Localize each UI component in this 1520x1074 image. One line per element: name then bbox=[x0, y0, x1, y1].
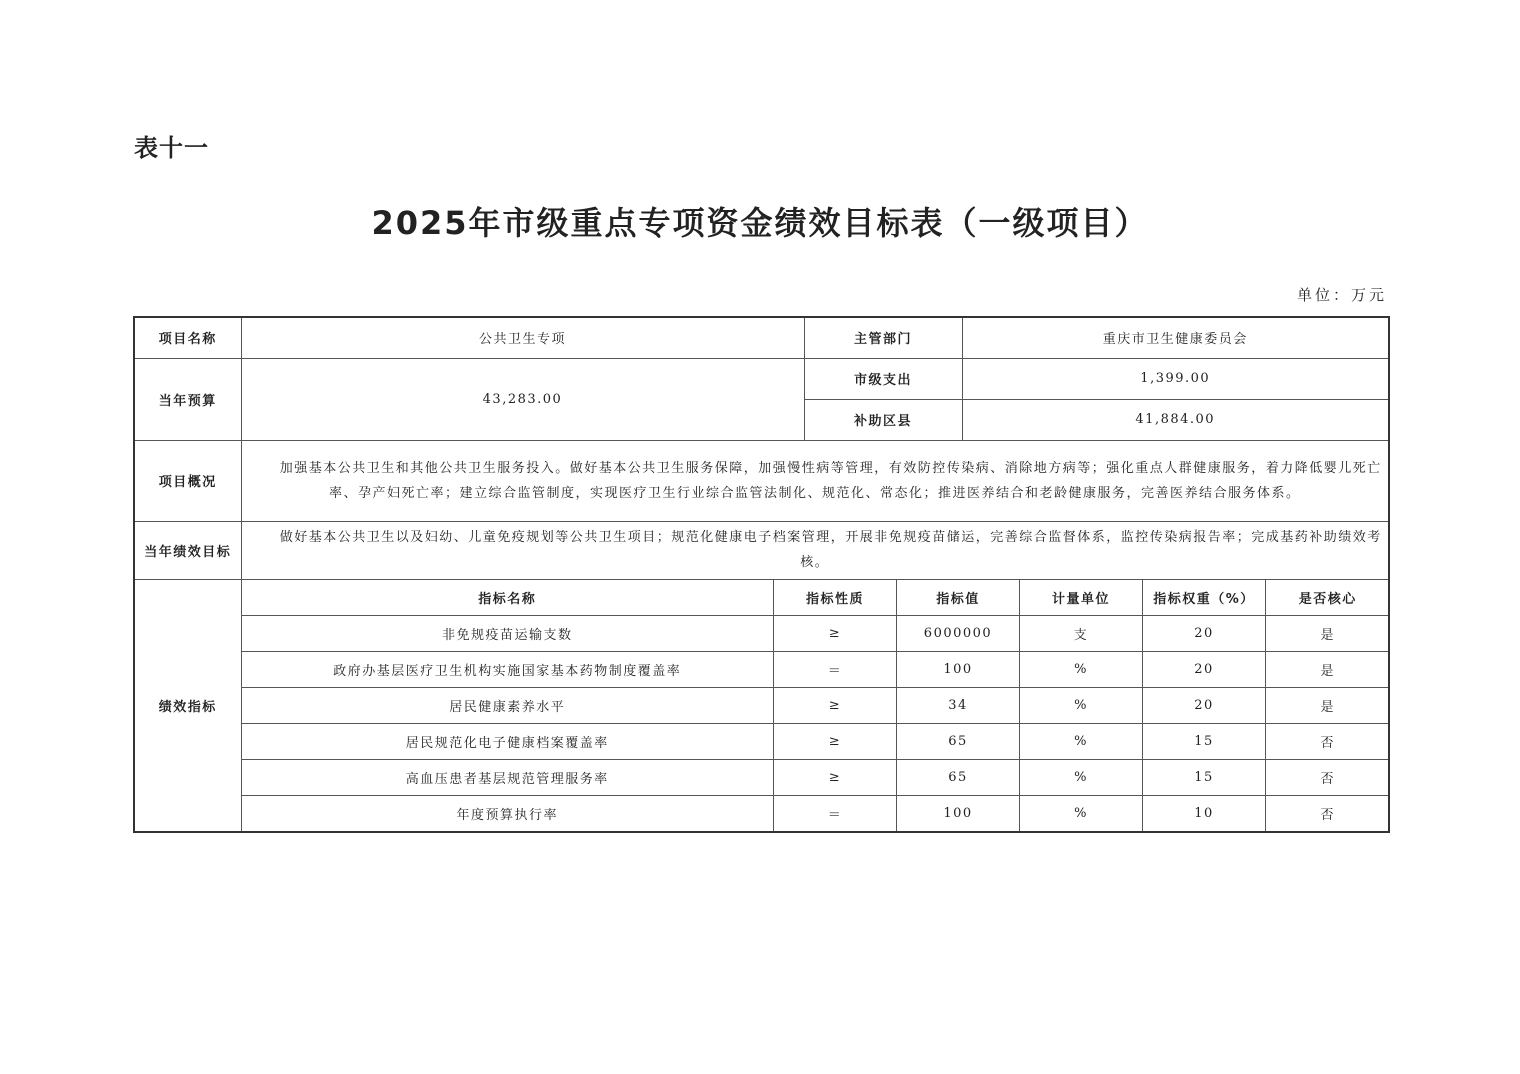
indicator-value: 6000000 bbox=[897, 615, 1020, 651]
department-value: 重庆市卫生健康委员会 bbox=[962, 317, 1389, 358]
county-subsidy-value: 41,884.00 bbox=[962, 399, 1389, 440]
col-header-unit: 计量单位 bbox=[1020, 580, 1143, 616]
indicator-core: 是 bbox=[1266, 651, 1390, 687]
table-number: 表十一 bbox=[134, 134, 209, 162]
indicator-name: 高血压患者基层规范管理服务率 bbox=[242, 759, 774, 795]
page-title: 2025年市级重点专项资金绩效目标表（一级项目） bbox=[371, 204, 1149, 242]
indicator-value: 65 bbox=[897, 759, 1020, 795]
budget-value: 43,283.00 bbox=[241, 358, 804, 440]
goal-text: 做好基本公共卫生以及妇幼、儿童免疫规划等公共卫生项目；规范化健康电子档案管理，开展非免规疫苗储运，完善综合监督体系，监控传染病报告率；完成基药补助绩效考核。 bbox=[279, 530, 1382, 570]
city-spend-value: 1,399.00 bbox=[962, 358, 1389, 399]
indicator-nature: ≥ bbox=[774, 615, 897, 651]
indicator-nature: ≥ bbox=[774, 759, 897, 795]
indicators-label: 绩效指标 bbox=[134, 579, 241, 832]
performance-table bbox=[133, 316, 1390, 833]
indicator-value: 100 bbox=[897, 795, 1020, 831]
indicators-cell bbox=[241, 579, 1389, 832]
indicator-weight: 20 bbox=[1143, 615, 1266, 651]
indicator-unit: % bbox=[1020, 687, 1143, 723]
indicator-core: 否 bbox=[1266, 759, 1390, 795]
indicator-unit: 支 bbox=[1020, 615, 1143, 651]
indicator-core: 否 bbox=[1266, 795, 1390, 831]
goal-label: 当年绩效目标 bbox=[134, 521, 241, 579]
overview-text-cell bbox=[241, 440, 1389, 521]
indicator-value: 65 bbox=[897, 723, 1020, 759]
county-subsidy-label: 补助区县 bbox=[804, 399, 962, 440]
department-label: 主管部门 bbox=[804, 317, 962, 358]
project-name-row bbox=[134, 317, 1389, 358]
indicator-weight: 15 bbox=[1143, 723, 1266, 759]
overview-label: 项目概况 bbox=[134, 440, 241, 521]
col-header-name: 指标名称 bbox=[242, 580, 774, 616]
indicator-name: 政府办基层医疗卫生机构实施国家基本药物制度覆盖率 bbox=[242, 651, 774, 687]
indicator-name: 居民规范化电子健康档案覆盖率 bbox=[242, 723, 774, 759]
indicators-header-row bbox=[242, 580, 1390, 616]
indicator-name: 年度预算执行率 bbox=[242, 795, 774, 831]
col-header-core: 是否核心 bbox=[1266, 580, 1390, 616]
indicator-weight: 10 bbox=[1143, 795, 1266, 831]
indicator-name: 居民健康素养水平 bbox=[242, 687, 774, 723]
indicator-core: 是 bbox=[1266, 687, 1390, 723]
indicator-unit: % bbox=[1020, 795, 1143, 831]
budget-label: 当年预算 bbox=[134, 358, 241, 440]
indicator-weight: 20 bbox=[1143, 651, 1266, 687]
overview-row bbox=[134, 440, 1389, 521]
table-row bbox=[242, 651, 1390, 687]
indicator-weight: 20 bbox=[1143, 687, 1266, 723]
table-row bbox=[242, 615, 1390, 651]
table-row bbox=[242, 687, 1390, 723]
goal-row bbox=[134, 521, 1389, 579]
budget-row bbox=[134, 358, 1389, 399]
unit-label: 单位：万元 bbox=[1296, 286, 1387, 304]
indicator-core: 否 bbox=[1266, 723, 1390, 759]
col-header-value: 指标值 bbox=[897, 580, 1020, 616]
indicators-table bbox=[242, 580, 1390, 831]
indicator-unit: % bbox=[1020, 651, 1143, 687]
indicator-weight: 15 bbox=[1143, 759, 1266, 795]
indicator-value: 100 bbox=[897, 651, 1020, 687]
goal-text-cell bbox=[241, 521, 1389, 579]
indicators-row bbox=[134, 579, 1389, 832]
indicator-nature: ＝ bbox=[774, 795, 897, 831]
indicator-core: 是 bbox=[1266, 615, 1390, 651]
indicator-unit: % bbox=[1020, 759, 1143, 795]
table-row bbox=[242, 795, 1390, 831]
table-row bbox=[242, 759, 1390, 795]
indicator-value: 34 bbox=[897, 687, 1020, 723]
table-row bbox=[242, 723, 1390, 759]
project-name-label: 项目名称 bbox=[134, 317, 241, 358]
indicator-nature: ≥ bbox=[774, 687, 897, 723]
indicator-unit: % bbox=[1020, 723, 1143, 759]
city-spend-label: 市级支出 bbox=[804, 358, 962, 399]
indicator-nature: ＝ bbox=[774, 651, 897, 687]
col-header-nature: 指标性质 bbox=[774, 580, 897, 616]
project-name-value: 公共卫生专项 bbox=[241, 317, 804, 358]
indicator-nature: ≥ bbox=[774, 723, 897, 759]
col-header-weight: 指标权重（%） bbox=[1143, 580, 1266, 616]
overview-text: 加强基本公共卫生和其他公共卫生服务投入。做好基本公共卫生服务保障，加强慢性病等管理，有效防控传染病、消除地方病等；强化重点人群健康服务，着力降低婴儿死亡率、孕产妇死亡率；建立综合监管制度，实现医疗卫生行业综合监管法制化、规范化、常态化；推进医养结合和老龄健康服务，完善医养结合服务体系。 bbox=[279, 460, 1382, 501]
indicator-name: 非免规疫苗运输支数 bbox=[242, 615, 774, 651]
